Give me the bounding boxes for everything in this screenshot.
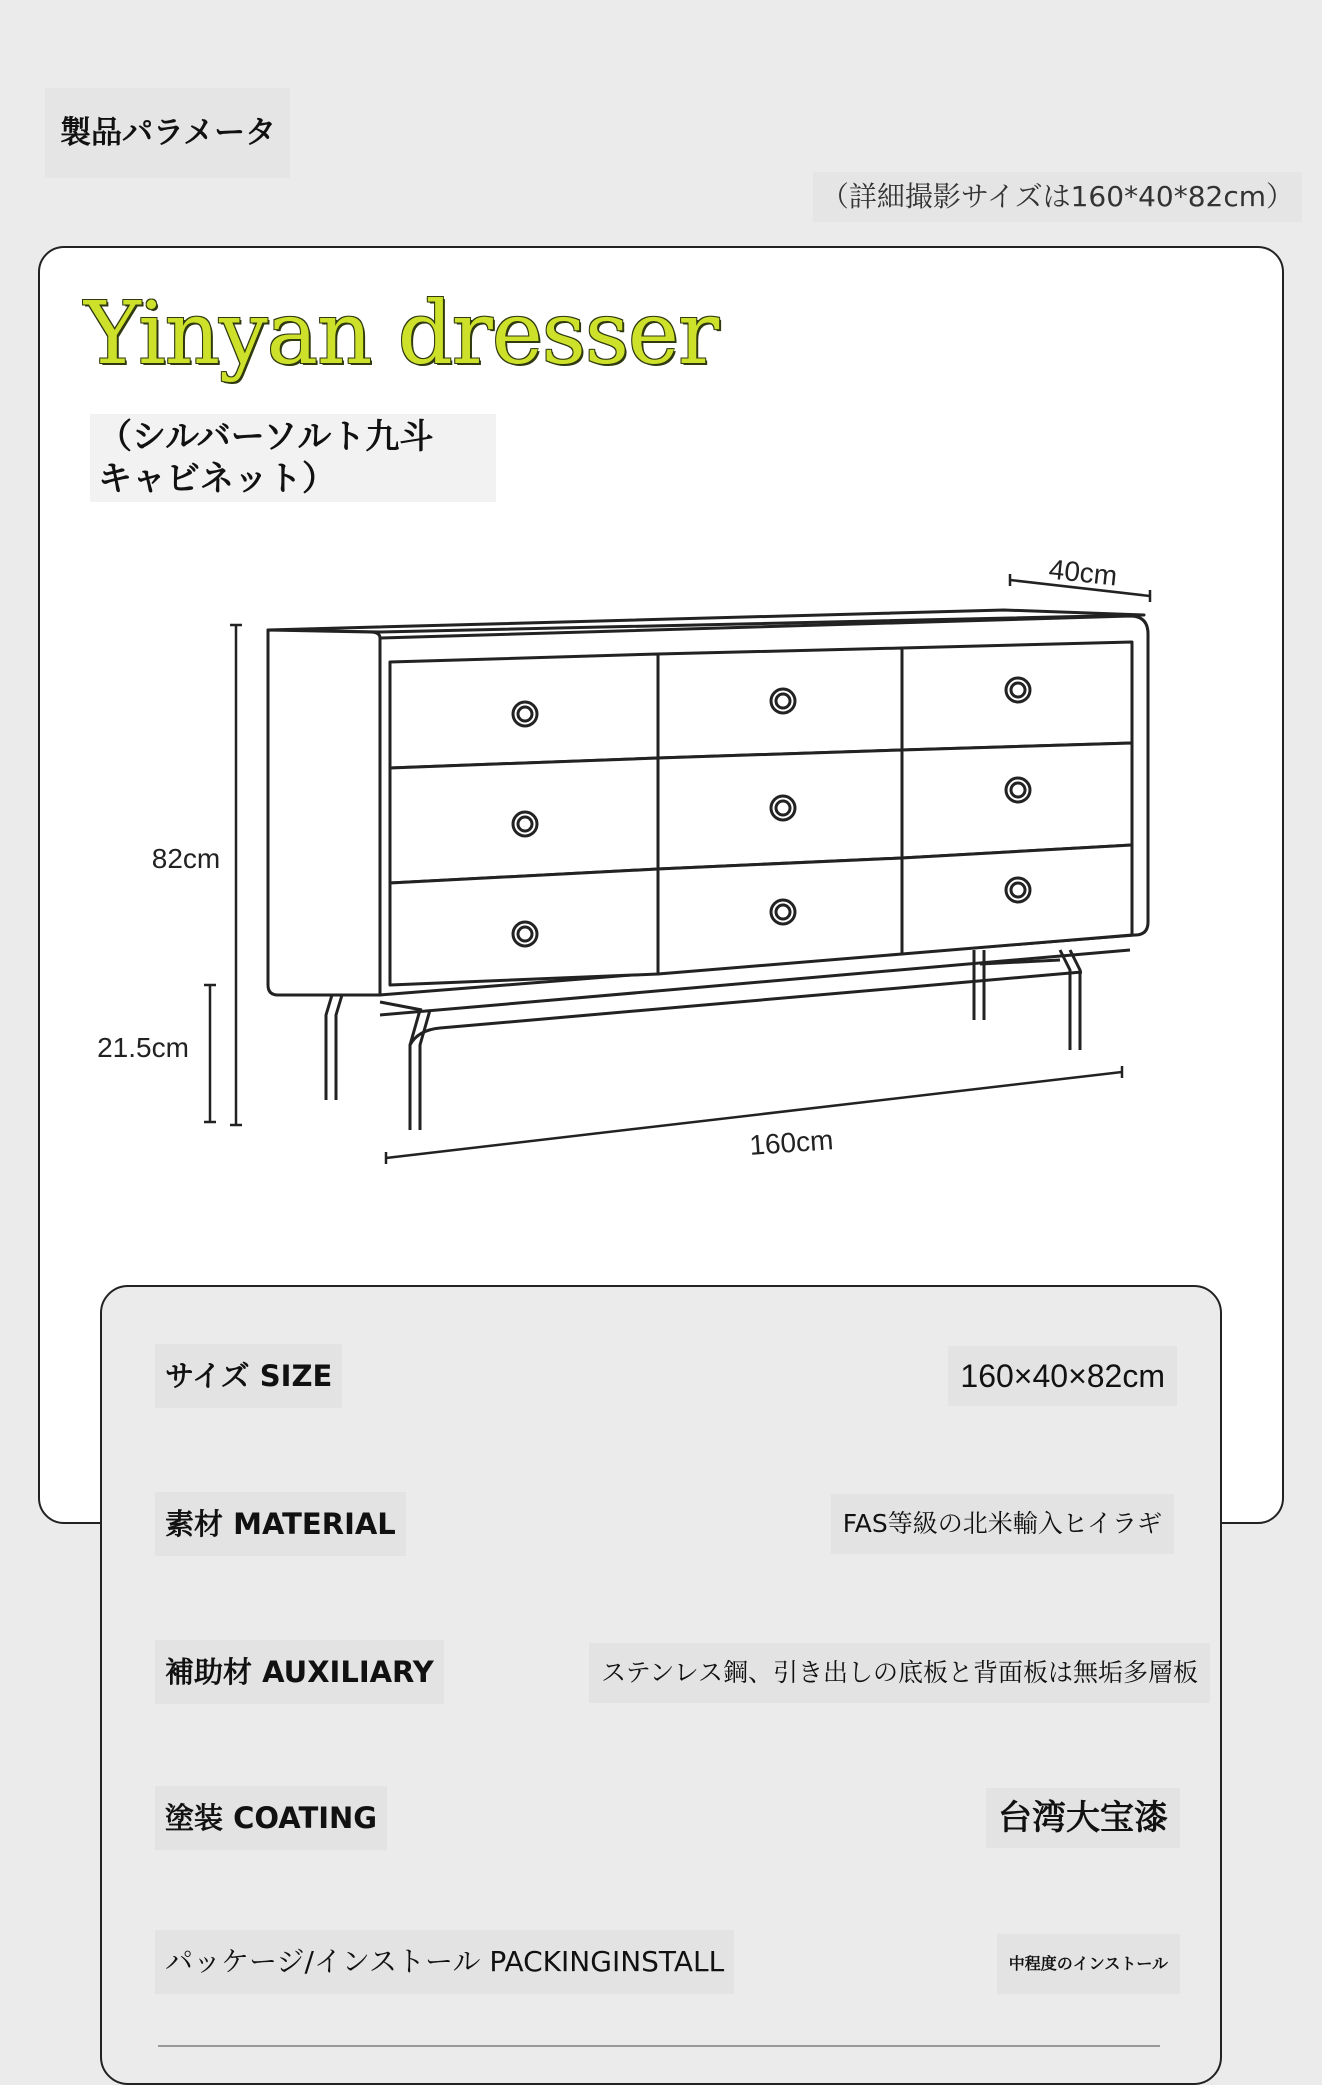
spec-divider [158,2045,1160,2047]
spec-label-auxiliary: 補助材 AUXILIARY [155,1640,444,1704]
photo-size-note: （詳細撮影サイズは160*40*82cm） [813,172,1302,222]
product-subtitle-line2: キャビネット） [98,459,336,499]
product-subtitle-line1: （シルバーソルト九斗 [98,417,434,457]
spec-value-material: FAS等級の北米輸入ヒイラギ [831,1494,1174,1554]
spec-label-material: 素材 MATERIAL [155,1492,406,1556]
dresser-dimension-diagram [80,540,1180,1190]
width-label: 160cm [748,1124,835,1161]
spec-value-size: 160×40×82cm [948,1346,1177,1406]
spec-label-size: サイズ SIZE [155,1344,342,1408]
depth-label: 40cm [1047,553,1119,592]
spec-value-packing: 中程度のインストール [997,1934,1180,1994]
section-title: 製品パラメータ [45,88,290,178]
spec-label-packing: パッケージ/インストール PACKINGINSTALL [155,1930,734,1994]
spec-label-coating: 塗装 COATING [155,1786,387,1850]
leg-height-label: 21.5cm [97,1032,189,1063]
product-subtitle [90,414,496,502]
spec-value-auxiliary: ステンレス鋼、引き出しの底板と背面板は無垢多層板 [589,1643,1210,1703]
spec-value-coating: 台湾大宝漆 [986,1788,1180,1848]
product-name: Yinyan dresser [84,284,719,384]
height-label: 82cm [151,843,221,874]
